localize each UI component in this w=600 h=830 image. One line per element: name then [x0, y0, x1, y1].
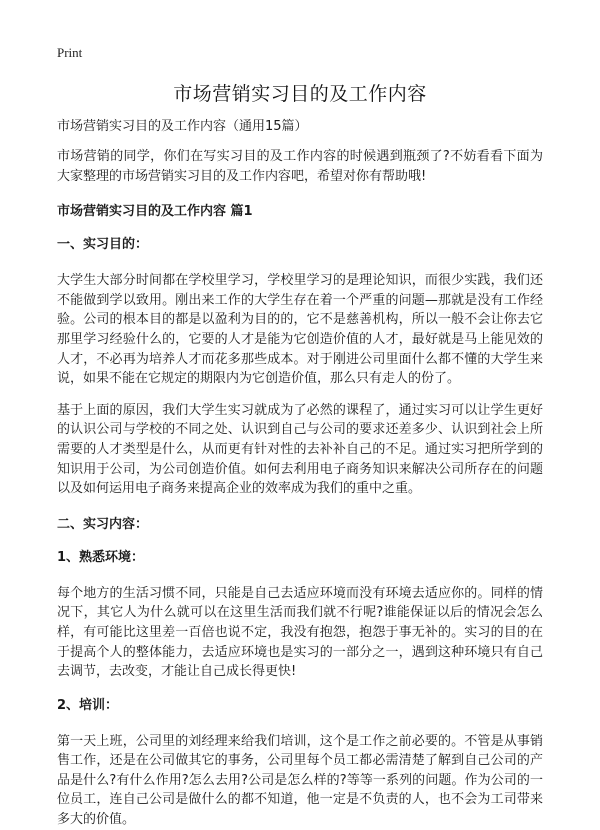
training-paragraph: 第一天上班，公司里的刘经理来给我们培训，这个是工作之前必要的。不管是从事销售工作，还是在公司做其它的事务，公司里每个员工都必需清楚了解到自己公司的产品是什么?有什么作用?怎么去用?公司是怎么样的?等等一系列的问题。作为公司的一位员工，连自己公司是做什么的都不知道，他一定是不负责的人，也不会为工司带来多大的价值。 — [57, 733, 543, 828]
subsection-heading-environment: 1、熟悉环境： — [57, 549, 145, 565]
purpose-paragraph-2: 基于上面的原因，我们大学生实习就成为了必然的课程了，通过实习可以让学生更好的认识公司与学校的不同之处、认识到自己与公司的要求还差多少、认识到社会上所需要的人才类型是什么，从而更有针对性的去补补自己的不足。通过实习把所学到的知识用于公司，为公司创造价值。如何去利用电子商务知识来解决公司所存在的问题以及如何运用电子商务来提高企业的效率成为我们的重中之重。 — [57, 402, 543, 497]
document-subtitle: 市场营销实习目的及工作内容（通用15篇） — [57, 119, 308, 134]
section-heading-purpose: 一、实习目的： — [57, 237, 149, 253]
environment-paragraph: 每个地方的生活习惯不同，只能是自己去适应环境而没有环境去适应你的。同样的情况下，其它人为什么就可以在这里生活而我们就不行呢?谁能保证以后的情况会怎么样，有可能比这里差一百倍也说不定，我没有抱怨，抱怨于事无补的。实习的目的在于提高个人的整体能力，去适应环境也是实习的一部分之一，遇到这种环境只有自己去调节，去改变，才能让自己成长得更快! — [57, 585, 543, 680]
article-heading: 市场营销实习目的及工作内容 篇1 — [57, 204, 253, 220]
page-title: 市场营销实习目的及工作内容 — [173, 83, 427, 105]
print-link[interactable]: Print — [57, 45, 83, 60]
intro-paragraph: 市场营销的同学，你们在写实习目的及工作内容的时候遇到瓶颈了?不妨看看下面为大家整理的市场营销实习目的及工作内容吧，希望对你有帮助哦! — [57, 149, 543, 184]
section-heading-content: 二、实习内容： — [57, 516, 149, 532]
purpose-paragraph-1: 大学生大部分时间都在学校里学习，学校里学习的是理论知识，而很少实践，我们还不能做到学以致用。刚出来工作的大学生存在着一个严重的问题—那就是没有工作经验。公司的根本目的都是以盈利为目的的，它不是慈善机构，所以一般不会让你去它那里学习经验什么的，它要的人才是能为它创造价值的人才，最好就是马上能见效的人才，不必再为培养人才而花多那些成本。对于刚进公司里面什么都不懂的大学生来说，如果不能在它规定的期限内为它创造价值，那么只有走人的份了。 — [57, 273, 543, 387]
subsection-heading-training: 2、培训： — [57, 697, 119, 713]
